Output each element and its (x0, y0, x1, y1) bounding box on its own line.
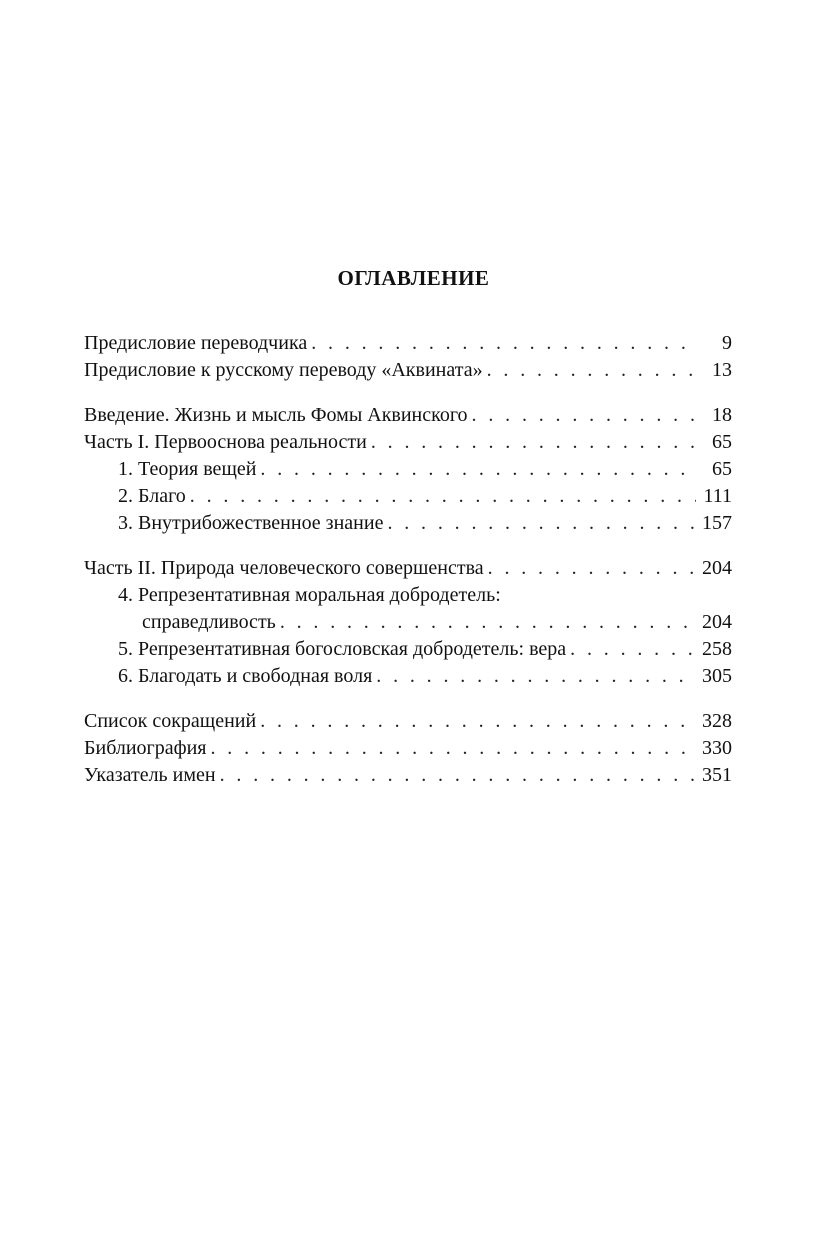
toc-entry-label: Введение. Жизнь и мысль Фомы Аквинского (84, 404, 468, 426)
toc-entry-label: 6. Благодать и свободная воля (118, 665, 373, 687)
toc-leader-dots (376, 663, 696, 690)
toc-entry-page: 305 (702, 665, 732, 687)
toc-leader-dots (211, 735, 697, 762)
toc-entry-name-index (84, 762, 732, 789)
toc-entry-chapter-4-continued (84, 609, 732, 636)
toc-entry-page: 65 (712, 458, 732, 480)
toc-leader-dots (488, 555, 696, 582)
page-title: ОГЛАВЛЕНИЕ (337, 266, 490, 290)
toc-entry-label: 1. Теория вещей (118, 458, 257, 480)
toc-entry-label: Список сокращений (84, 710, 257, 732)
toc-entry-label: справедливость (142, 611, 276, 633)
toc-entry-label: 2. Благо (118, 485, 186, 507)
toc-entry-page: 204 (702, 611, 732, 633)
toc-entry-label: Предисловие к русскому переводу «Аквината» (84, 359, 483, 381)
toc-entry-abbreviations (84, 708, 732, 735)
toc-entry-part-2 (84, 555, 732, 582)
toc-entry-chapter-3 (84, 510, 732, 537)
toc-entry-introduction (84, 402, 732, 429)
toc-entry-page: 330 (702, 737, 732, 759)
toc-leader-dots (260, 708, 696, 735)
toc-entry-chapter-6 (84, 663, 732, 690)
toc-leader-dots (387, 510, 696, 537)
toc-entry-page: 65 (712, 431, 732, 453)
toc-entry-bibliography (84, 735, 732, 762)
toc-entry-label: Часть II. Природа человеческого совершенства (84, 557, 484, 579)
toc-entry-label: Предисловие переводчика (84, 332, 308, 354)
toc-entry-label: Часть I. Первооснова реальности (84, 431, 367, 453)
toc-entry-page: 13 (712, 359, 732, 381)
toc-leader-dots (220, 762, 696, 789)
toc-leader-dots (280, 609, 696, 636)
toc-entry-label: Библиография (84, 737, 207, 759)
toc-leader-dots (311, 330, 696, 357)
toc-leader-dots (487, 357, 696, 384)
toc-entry-chapter-1 (84, 456, 732, 483)
toc-leader-dots (260, 456, 696, 483)
toc-entry-label: 4. Репрезентативная моральная добродетель: (118, 584, 501, 606)
toc-entry-page: 18 (712, 404, 732, 426)
toc-entry-part-1 (84, 429, 732, 456)
toc-entry-label: 3. Внутрибожественное знание (118, 512, 384, 534)
toc-leader-dots (570, 636, 696, 663)
toc-leader-dots (190, 483, 696, 510)
toc-entry-page: 157 (702, 512, 732, 534)
toc-entry-translator-preface (84, 330, 732, 357)
table-of-contents (84, 330, 732, 789)
toc-entry-page: 351 (702, 764, 732, 786)
toc-leader-dots (472, 402, 696, 429)
toc-entry-chapter-5 (84, 636, 732, 663)
toc-entry-page: 9 (722, 332, 732, 354)
toc-entry-label: Указатель имен (84, 764, 216, 786)
toc-leader-dots (371, 429, 696, 456)
toc-entry-page: 111 (703, 485, 732, 507)
toc-entry-page: 258 (702, 638, 732, 660)
toc-entry-chapter-4 (84, 582, 732, 609)
toc-entry-page: 204 (702, 557, 732, 579)
toc-entry-label: 5. Репрезентативная богословская добродетель: вера (118, 638, 567, 660)
toc-entry-russian-preface (84, 357, 732, 384)
toc-entry-page: 328 (702, 710, 732, 732)
toc-entry-chapter-2 (84, 483, 732, 510)
